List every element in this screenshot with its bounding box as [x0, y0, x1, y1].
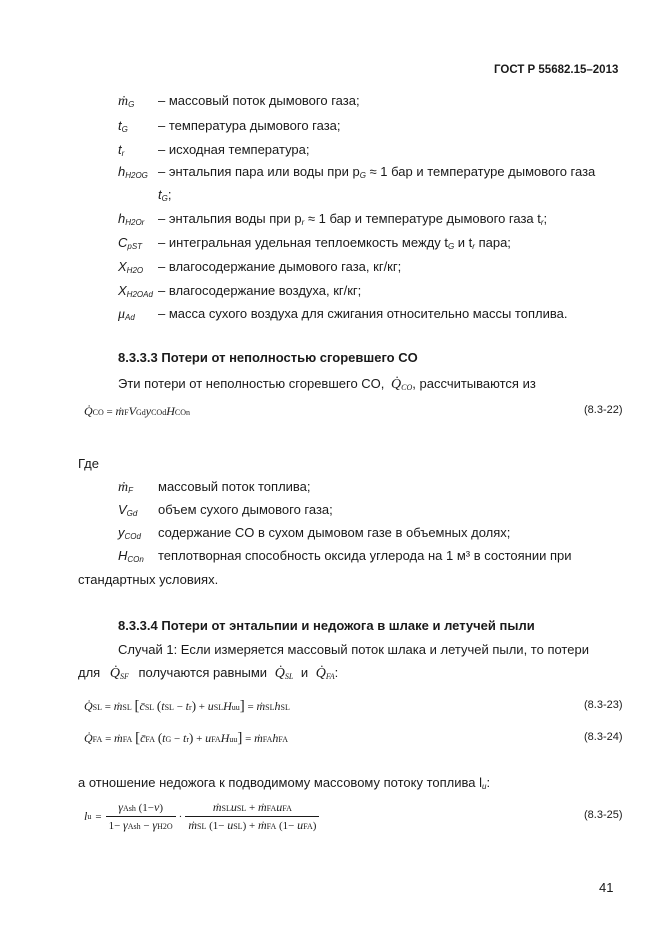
- intro-text: Эти потери от неполностью сгоревшего CO,: [118, 376, 385, 391]
- definition-text: – энтальпия пара или воды при $p_G \approx 1$ бар и температуре дымового газа: [158, 164, 596, 180]
- definition-row: $H_{COn}$ теплотворная способность оксида углерода на 1 м³ в состоянии при: [118, 548, 572, 564]
- definition-continuation: $t_G$;: [158, 187, 172, 203]
- definition-text: – влагосодержание дымового газа, кг/кг;: [158, 259, 402, 274]
- definition-text: объем сухого дымового газа;: [158, 502, 333, 517]
- definition-text: – температура дымового газа;: [158, 118, 341, 133]
- definition-row: $t_r$ – исходная температура;: [118, 142, 310, 158]
- definition-symbol: X: [118, 283, 127, 298]
- eq-number-8-3-22: (8.3-22): [584, 404, 623, 416]
- definition-text: – влагосодержание воздуха, кг/кг;: [158, 283, 362, 298]
- defs2-continuation: стандартных условиях.: [78, 572, 219, 587]
- definition-symbol: H: [118, 548, 128, 563]
- fraction-1: $\frac{\text{γAsh (1−ν)}}{\text{1− γAsh − γH2O}}$: [106, 800, 176, 833]
- ratio-text: а отношение недожога к подводимому массовому потоку топлива $l_u$:: [78, 775, 491, 791]
- fraction-2: $\frac{\text{ṁSLuSL + ṁFAuFA}}{\text{ṁSL (1− uSL) + ṁFA (1− uFA)}}$: [185, 800, 319, 833]
- definition-symbol: y: [118, 525, 125, 540]
- formula-8-3-23: Q̇SL = ṁSL [c̄SL (tSL − tr) + uSLHuu] = ṁSLhSL: [84, 698, 290, 714]
- definition-row: ṁ$_G$ – массовый поток дымового газа;: [118, 93, 360, 109]
- section-title-8-3-3-4: 8.3.3.4 Потери от энтальпии и недожога в шлаке и летучей пыли: [118, 618, 535, 633]
- definition-text: массовый поток топлива;: [158, 479, 311, 494]
- definition-text: – масса сухого воздуха для сжигания относительно массы топлива.: [158, 306, 568, 321]
- definition-row: $V_{Gd}$ объем сухого дымового газа;: [118, 502, 333, 518]
- intro-symbol: Q̇: [391, 377, 402, 392]
- definition-text: – интегральная удельная теплоемкость между $t_G$ и $t_r$ пара;: [158, 235, 511, 251]
- definition-row: $\mu_{Ad}$ – масса сухого воздуха для сжигания относительно массы топлива.: [118, 306, 568, 322]
- eq-number-8-3-25: (8.3-25): [584, 809, 623, 821]
- formula-8-3-25: l u = $\frac{\text{γAsh (1−ν)}}{\text{1− γAsh − γH2O}}$ · $\frac{\text{ṁSLuSL + ṁFAuFA}}{\text{ṁSL (1− uSL) + ṁFA (1− uFA)}}$: [84, 800, 319, 833]
- definition-symbol: t: [118, 142, 122, 157]
- definition-row: $h_{H2OG}$ – энтальпия пара или воды при $p_G \approx 1$ бар и температуре дымового газа: [118, 164, 148, 184]
- definition-symbol: ṁ: [118, 94, 129, 109]
- definition-row: $C_{pST}$ – интегральная удельная теплоемкость между $t_G$ и $t_r$ пара;: [118, 235, 142, 255]
- page-number: 41: [599, 880, 614, 895]
- definition-symbol: h: [118, 211, 126, 226]
- where-label: Где: [78, 456, 99, 471]
- standard-number: ГОСТ Р 55682.15–2013: [494, 64, 619, 76]
- formula-8-3-22: Q̇CO = ṁFVGdyCOdHCOn: [84, 404, 191, 418]
- definition-symbol: μ: [118, 307, 126, 322]
- definition-row: $X_{H2O}$ – влагосодержание дымового газа, кг/кг;: [118, 259, 402, 275]
- definition-text: – энтальпия воды при $p_r \approx 1$ бар и температуре дымового газа $t_r$;: [158, 211, 548, 227]
- definition-text: теплотворная способность оксида углерода на 1 м³ в состоянии при: [158, 548, 572, 563]
- eq-number-8-3-23: (8.3-23): [584, 699, 623, 711]
- definition-text: – исходная температура;: [158, 142, 310, 157]
- definition-symbol: ṁ: [118, 480, 129, 495]
- intro-tail: , рассчитываются из: [412, 376, 536, 391]
- definition-symbol: X: [118, 259, 127, 274]
- definition-row: $t_G$ – температура дымового газа;: [118, 118, 341, 134]
- definition-symbol: C: [118, 235, 128, 250]
- case1-line2: для $Q̇_{SF}$ получаются равными $Q̇_{SL}$ и $Q̇_{FA}$:: [78, 665, 339, 681]
- eq-number-8-3-24: (8.3-24): [584, 731, 623, 743]
- definition-row: $X_{H2OAd}$ – влагосодержание воздуха, кг/кг;: [118, 283, 362, 299]
- intro-symbol-sub: CO: [401, 383, 413, 392]
- definition-symbol: h: [118, 164, 126, 179]
- definition-row: ṁ$_F$ массовый поток топлива;: [118, 479, 311, 495]
- definition-symbol: t: [118, 118, 122, 133]
- formula-8-3-24: Q̇FA = ṁFA [c̄FA (tG − tr) + uFAHuu] = ṁFAhFA: [84, 730, 289, 746]
- section-title-8-3-3-3: 8.3.3.3 Потери от неполностью сгоревшего CO: [118, 350, 418, 365]
- definition-text: – массовый поток дымового газа;: [158, 93, 360, 108]
- definition-text: содержание CO в сухом дымовом газе в объемных долях;: [158, 525, 511, 540]
- section-intro: [118, 376, 536, 396]
- definition-row: $y_{COd}$ содержание CO в сухом дымовом газе в объемных долях;: [118, 525, 511, 541]
- definition-symbol: V: [118, 502, 127, 517]
- definition-row: $h_{H2Or}$ – энтальпия воды при $p_r \approx 1$ бар и температуре дымового газа $t_r$;: [118, 211, 144, 231]
- case1-text: Случай 1: Если измеряется массовый поток шлака и летучей пыли, то потери: [118, 642, 589, 657]
